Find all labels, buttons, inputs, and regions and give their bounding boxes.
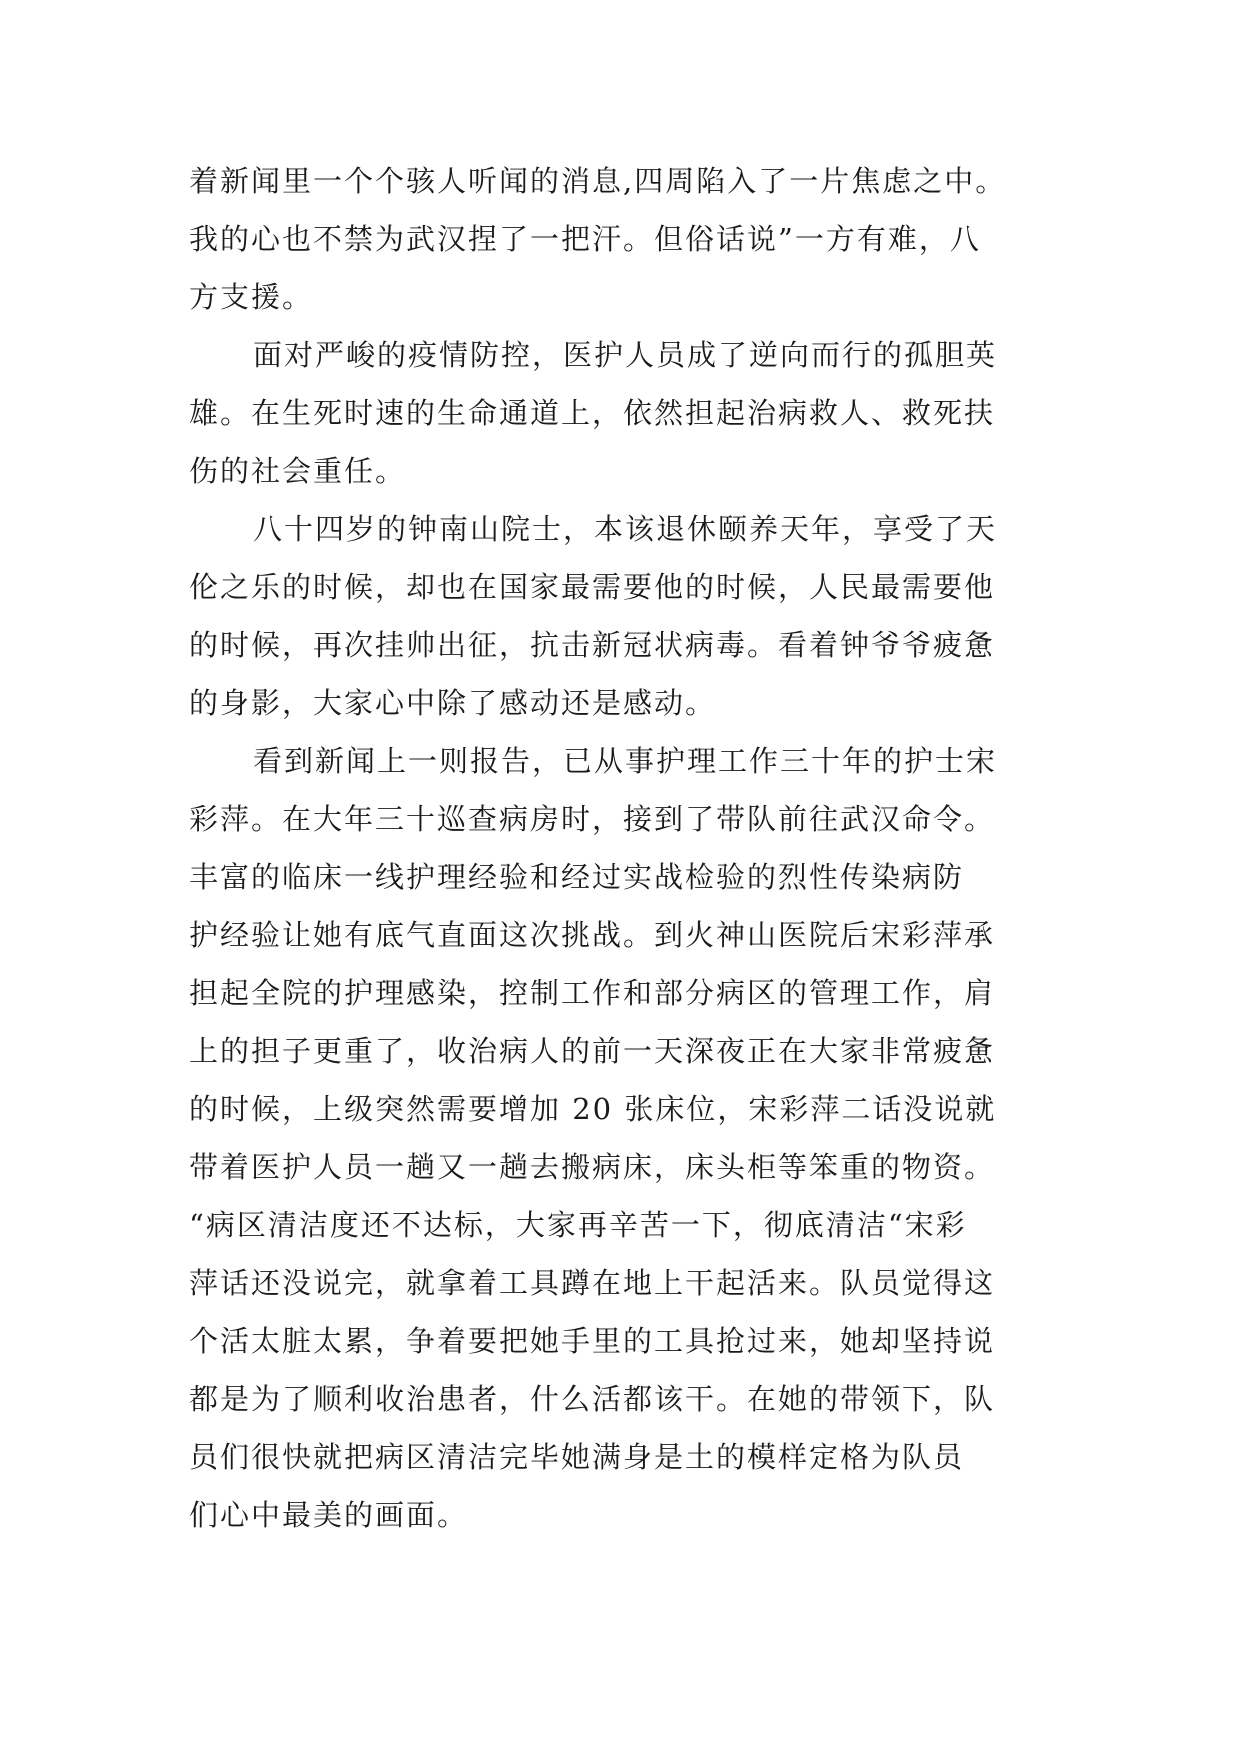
text-line: 萍话还没说完，就拿着工具蹲在地上干起活来。队员觉得这 xyxy=(189,1266,996,1300)
text-line: 个活太脏太累，争着要把她手里的工具抢过来，她却坚持说 xyxy=(189,1324,996,1358)
text-line: 彩萍。在大年三十巡查病房时，接到了带队前往武汉命令。 xyxy=(189,802,996,836)
text-line: 都是为了顺利收治患者，什么活都该干。在她的带领下，队 xyxy=(189,1382,996,1416)
text-line: 担起全院的护理感染，控制工作和部分病区的管理工作，肩 xyxy=(189,976,996,1010)
text-line: 的时候，再次挂帅出征，抗击新冠状病毒。看着钟爷爷疲惫 xyxy=(189,628,996,662)
text-line: 着新闻里一个个骇人听闻的消息,四周陷入了一片焦虑之中。 xyxy=(189,164,1007,198)
text-line: 带着医护人员一趟又一趟去搬病床，床头柜等笨重的物资。 xyxy=(189,1150,996,1184)
text-line: “病区清洁度还不达标，大家再辛苦一下，彻底清洁“宋彩 xyxy=(189,1208,967,1242)
text-line: 护经验让她有底气直面这次挑战。到火神山医院后宋彩萍承 xyxy=(189,918,996,952)
text-line: 雄。在生死时速的生命通道上，依然担起治病救人、救死扶 xyxy=(189,396,996,430)
text-line: 面对严峻的疫情防控，医护人员成了逆向而行的孤胆英 xyxy=(253,338,998,372)
text-line: 看到新闻上一则报告，已从事护理工作三十年的护士宋 xyxy=(253,744,998,778)
document-body xyxy=(189,152,1089,1544)
text-line: 八十四岁的钟南山院士，本该退休颐养天年，享受了天 xyxy=(253,512,998,546)
text-line: 员们很快就把病区清洁完毕她满身是土的模样定格为队员 xyxy=(189,1440,965,1474)
text-line: 方支援。 xyxy=(189,280,314,314)
text-line: 伦之乐的时候，却也在国家最需要他的时候，人民最需要他 xyxy=(189,570,996,604)
paragraph xyxy=(189,326,1089,500)
text-line: 丰富的临床一线护理经验和经过实战检验的烈性传染病防 xyxy=(189,860,965,894)
text-line: 的身影，大家心中除了感动还是感动。 xyxy=(189,686,717,720)
paragraph xyxy=(189,152,1089,326)
paragraph xyxy=(189,500,1089,732)
paragraph xyxy=(189,732,1089,1544)
text-line: 上的担子更重了，收治病人的前一天深夜正在大家非常疲惫 xyxy=(189,1034,996,1068)
text-line: 伤的社会重任。 xyxy=(189,454,407,488)
text-line: 的时候，上级突然需要增加 20 张床位，宋彩萍二话没说就 xyxy=(189,1092,997,1126)
text-line: 我的心也不禁为武汉捏了一把汗。但俗话说”一方有难，八 xyxy=(189,222,981,256)
text-line: 们心中最美的画面。 xyxy=(189,1498,469,1532)
